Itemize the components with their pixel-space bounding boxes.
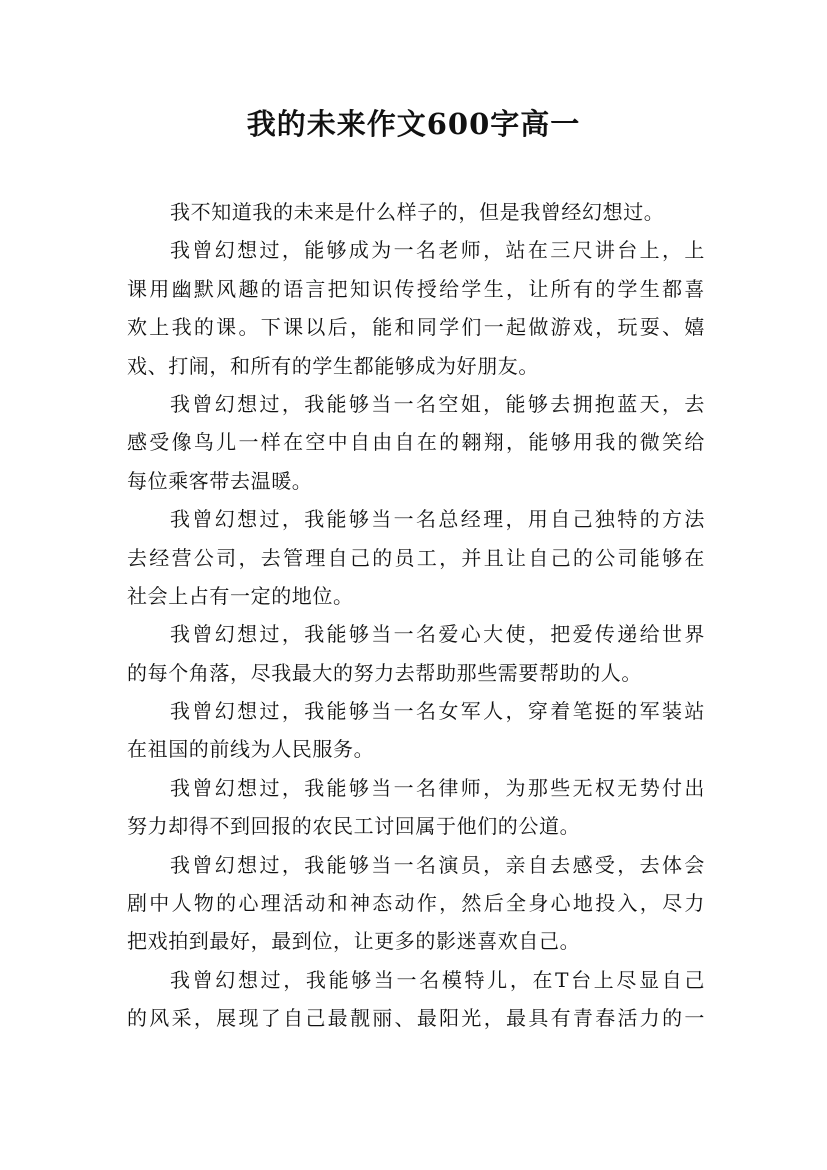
paragraph-line: 我曾幻想过，我能够当一名爱心大使，把爱传递给世界 [170, 622, 705, 647]
paragraph-line: 努力却得不到回报的农民工讨回属于他们的公道。 [127, 814, 581, 839]
paragraph-line: 去经营公司，去管理自己的员工，并且让自己的公司能够在 [127, 545, 705, 570]
paragraph-line: 我曾幻想过，我能够当一名演员，亲自去感受，去体会 [170, 852, 705, 877]
paragraph-line: 感受像鸟儿一样在空中自由自在的翱翔，能够用我的微笑给 [127, 430, 705, 455]
paragraph-line: 每位乘客带去温暖。 [127, 468, 313, 493]
document-body [127, 193, 705, 1038]
paragraph-line: 的每个角落，尽我最大的努力去帮助那些需要帮助的人。 [127, 660, 642, 685]
paragraph-line: 我不知道我的未来是什么样子的，但是我曾经幻想过。 [170, 200, 665, 224]
paragraph-line: 社会上占有一定的地位。 [127, 583, 354, 608]
paragraph-line: 欢上我的课。下课以后，能和同学们一起做游戏，玩耍、嬉 [127, 315, 705, 340]
document-title: 我的未来作文600字高一 [246, 107, 581, 141]
paragraph-line: 我曾幻想过，我能够当一名空姐，能够去拥抱蓝天，去 [170, 391, 705, 416]
paragraph-line: 把戏拍到最好，最到位，让更多的影迷喜欢自己。 [127, 929, 581, 954]
paragraph-line: 我曾幻想过，我能够当一名女军人，穿着笔挺的军装站 [170, 699, 705, 724]
paragraph-line: 的风采，展现了自己最靓丽、最阳光，最具有青春活力的一 [127, 1006, 705, 1031]
paragraph-line: 我曾幻想过，我能够当一名律师，为那些无权无势付出 [170, 775, 705, 800]
paragraph-line: 课用幽默风趣的语言把知识传授给学生，让所有的学生都喜 [127, 276, 705, 301]
paragraph-line: 我曾幻想过，我能够当一名模特儿，在T台上尽显自己 [170, 967, 705, 992]
paragraph-line: 戏、打闹，和所有的学生都能够成为好朋友。 [127, 353, 539, 378]
paragraph-line: 我曾幻想过，我能够当一名总经理，用自己独特的方法 [170, 507, 705, 532]
paragraph-line: 我曾幻想过，能够成为一名老师，站在三尺讲台上，上 [170, 238, 705, 263]
paragraph-line: 剧中人物的心理活动和神态动作，然后全身心地投入，尽力 [127, 891, 705, 916]
paragraph-line: 在祖国的前线为人民服务。 [127, 737, 375, 762]
